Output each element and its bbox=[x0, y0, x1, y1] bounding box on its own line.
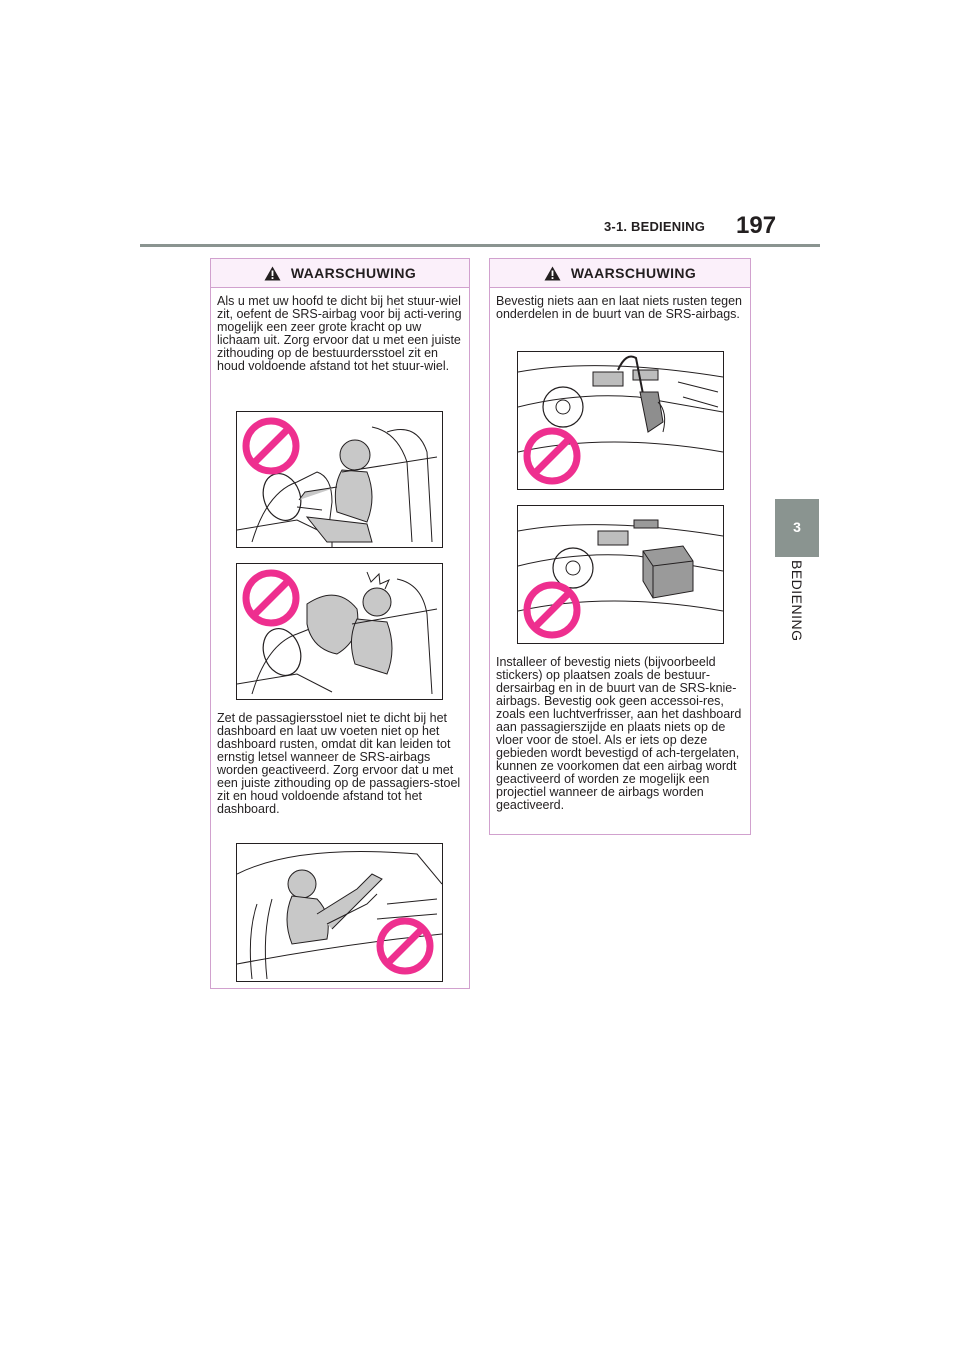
warning-title: WAARSCHUWING bbox=[570, 265, 697, 281]
page-number: 197 bbox=[736, 212, 777, 239]
section-title: 3-1. BEDIENING bbox=[604, 219, 706, 234]
warning-text: Installeer of bevestig niets (bijvoorbeeld stickers) op plaatsen zoals de bestuur-dersairbag en in de buurt van de SRS-knie-airbags. Bevestig ook geen accessoi-res, zoals een luchtverfrisser, aan het dashboard aan passagierszijde en plaats niets op de vloer voor de stoel. Als er iets op deze gebieden wordt bevestigd of ach-tergelaten, kunnen ze voorkomen dat een airbag wordt geactiveerd of worden ze mogelijk een projectiel wanneer de airbags worden geactiveerd. bbox=[496, 655, 742, 812]
illustration-feet-on-dashboard bbox=[236, 843, 443, 982]
illustration-umbrella-near-airbag bbox=[517, 351, 724, 490]
warning-header bbox=[490, 259, 750, 288]
warning-text: Bevestig niets aan en laat niets rusten tegen onderdelen in de buurt van de SRS-airbags. bbox=[496, 294, 742, 321]
warning-text: Zet de passagiersstoel niet te dicht bij het dashboard en laat uw voeten niet op het dashboard rusten, omdat dit kan leiden tot ernstig letsel wanneer de SRS-airbags worden geactiveerd. Zorg ervoor dat u met een juiste zithouding op de passagiers-stoel zit en houd voldoende afstand tot het dashboard. bbox=[217, 711, 461, 816]
warning-triangle-icon bbox=[264, 266, 281, 281]
warning-triangle-icon bbox=[544, 266, 561, 281]
warning-title: WAARSCHUWING bbox=[290, 265, 417, 281]
chapter-number: 3 bbox=[793, 519, 801, 535]
header-divider bbox=[140, 244, 820, 247]
warning-header bbox=[211, 259, 469, 288]
illustration-driver-too-close bbox=[236, 411, 443, 548]
illustration-airbag-deployed bbox=[236, 563, 443, 700]
illustration-objects-on-dashboard bbox=[517, 505, 724, 644]
warning-text: Als u met uw hoofd te dicht bij het stuur-wiel zit, oefent de SRS-airbag voor bij acti-vering mogelijk een zeer grote kracht op uw lichaam uit. Zorg ervoor dat u met een juiste zithouding op de bestuurdersstoel zit en houd voldoende afstand tot het stuur-wiel. bbox=[217, 294, 462, 373]
chapter-label: BEDIENING bbox=[789, 560, 805, 642]
